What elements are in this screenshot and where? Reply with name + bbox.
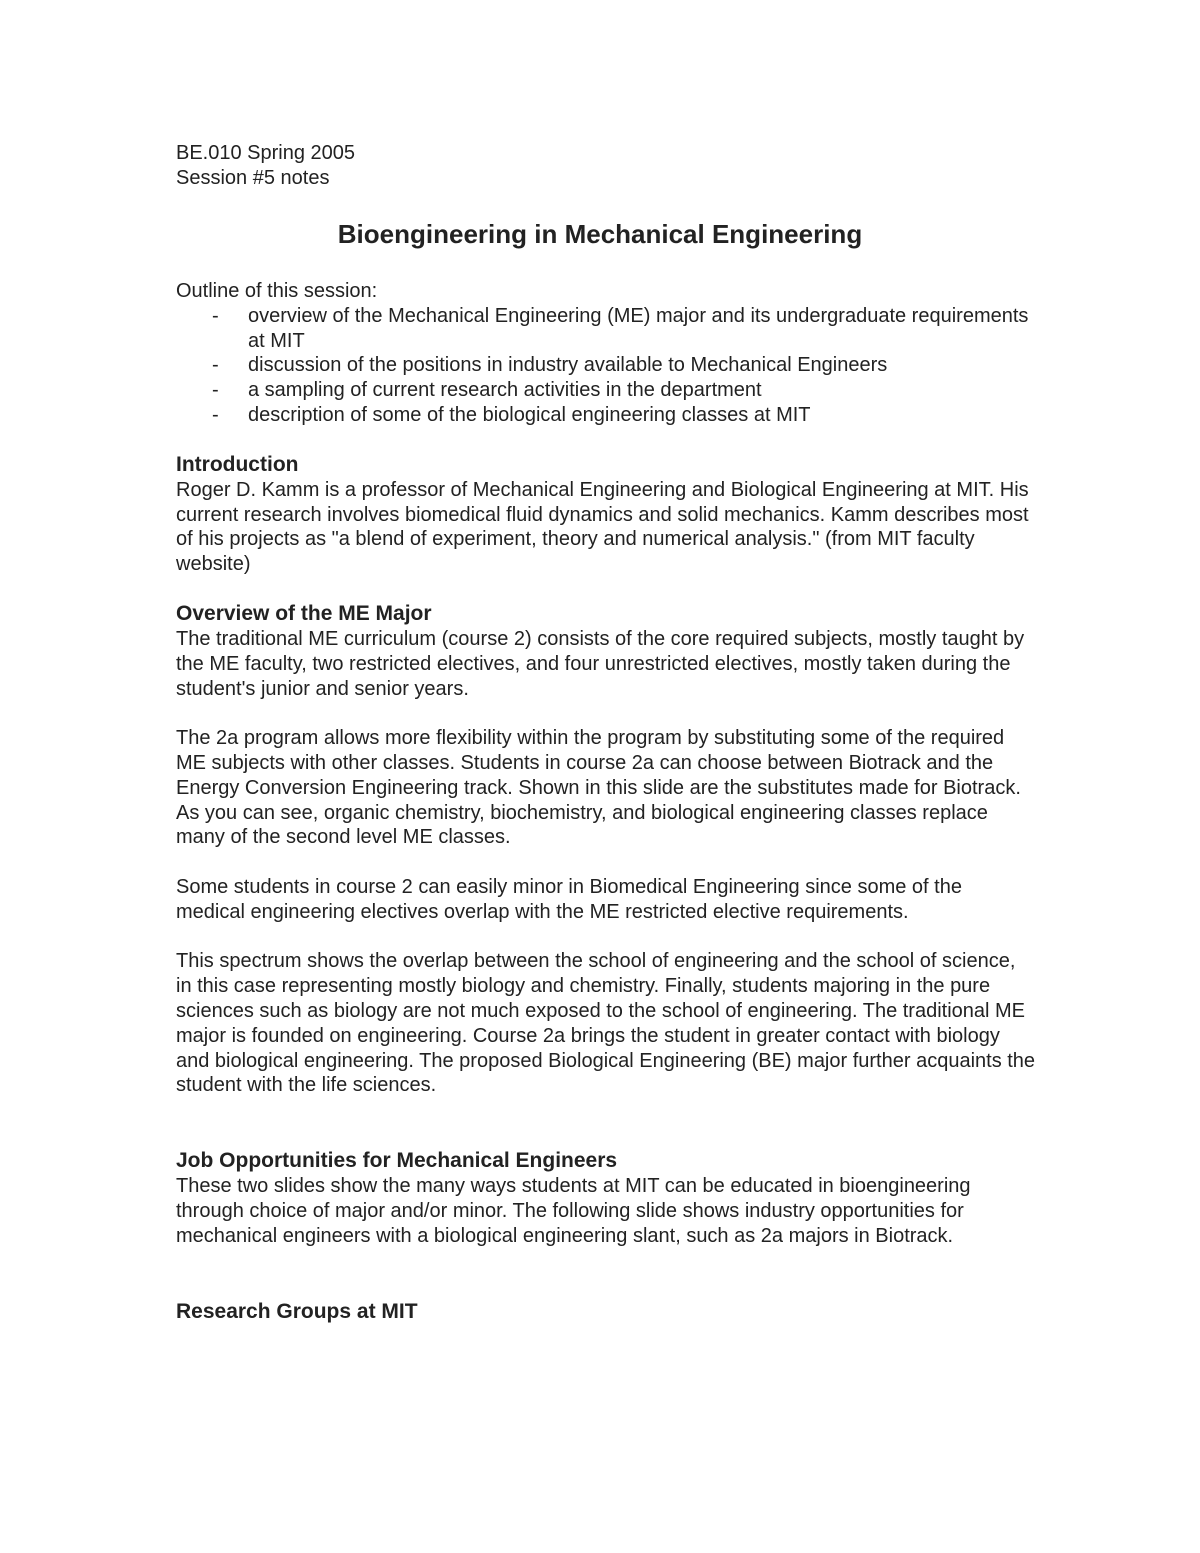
section-heading: Job Opportunities for Mechanical Engineers	[176, 1149, 618, 1173]
outline-item-text: description of some of the biological engineering classes at MIT	[248, 403, 811, 426]
outline-item	[176, 403, 1038, 428]
paragraph: Some students in course 2 can easily minor in Biomedical Engineering since some of the medical engineering electives overlap with the ME restricted elective requirements.	[176, 875, 962, 923]
dash-bullet: -	[212, 304, 219, 327]
course-header: BE.010 Spring 2005	[176, 142, 356, 164]
document-page	[176, 141, 1036, 1325]
dash-bullet: -	[212, 354, 219, 377]
outline-item-text: discussion of the positions in industry available to Mechanical Engineers	[248, 354, 888, 377]
section-jobs	[176, 1148, 1036, 1248]
section-introduction	[176, 452, 1036, 577]
section-heading: Overview of the ME Major	[176, 601, 432, 625]
dash-bullet: -	[212, 379, 219, 402]
paragraph: This spectrum shows the overlap between the school of engineering and the school of science, in this case representing mostly biology and chemistry. Finally, students majoring in the pure sciences such as biology are not much exposed to the school of engineering. The traditional ME major is founded on engineering. Course 2a brings the student in greater contact with biology and biological engineering. The proposed Biological Engineering (BE) major further acquaints the student with the life sciences.	[176, 950, 1036, 1097]
dash-bullet: -	[212, 403, 219, 426]
paragraph: These two slides show the many ways students at MIT can be educated in bioengineering through choice of major and/or minor. The following slide shows industry opportunities for mechanical engineers with a biological engineering slant, such as 2a majors in Biotrack.	[176, 1175, 971, 1247]
outline-item-text: overview of the Mechanical Engineering (ME) major and its undergraduate requirements at MIT	[248, 304, 1029, 352]
paragraph: Roger D. Kamm is a professor of Mechanical Engineering and Biological Engineering at MIT. His current research involves biomedical fluid dynamics and solid mechanics. Kamm describes most of his projects as "a blend of experiment, theory and numerical analysis." (from MIT faculty website)	[176, 478, 1029, 576]
section-heading: Introduction	[176, 452, 299, 476]
outline-item-text: a sampling of current research activities in the department	[248, 379, 762, 402]
outline-item	[176, 353, 1038, 378]
document-title: Bioengineering in Mechanical Engineering	[337, 219, 863, 249]
section-overview	[176, 601, 1036, 1098]
paragraph: The traditional ME curriculum (course 2) consists of the core required subjects, mostly taught by the ME faculty, two restricted electives, and four unrestricted electives, mostly taken during the student's junior and senior years.	[176, 627, 1025, 700]
paragraph: The 2a program allows more flexibility within the program by substituting some of the required ME subjects with other classes. Students in course 2a can choose between Biotrack and the Energy Conversion Engineering track. Shown in this slide are the substitutes made for Biotrack. As you can see, organic chemistry, biochemistry, and biological engineering classes replace many of the second level ME classes.	[176, 727, 1021, 849]
section-research	[176, 1299, 1036, 1325]
outline-list	[176, 304, 1036, 428]
session-header: Session #5 notes	[176, 167, 330, 189]
outline-intro: Outline of this session:	[176, 280, 378, 302]
outline-item	[176, 378, 1038, 403]
section-heading: Research Groups at MIT	[176, 1299, 418, 1323]
outline-item	[176, 304, 1038, 354]
